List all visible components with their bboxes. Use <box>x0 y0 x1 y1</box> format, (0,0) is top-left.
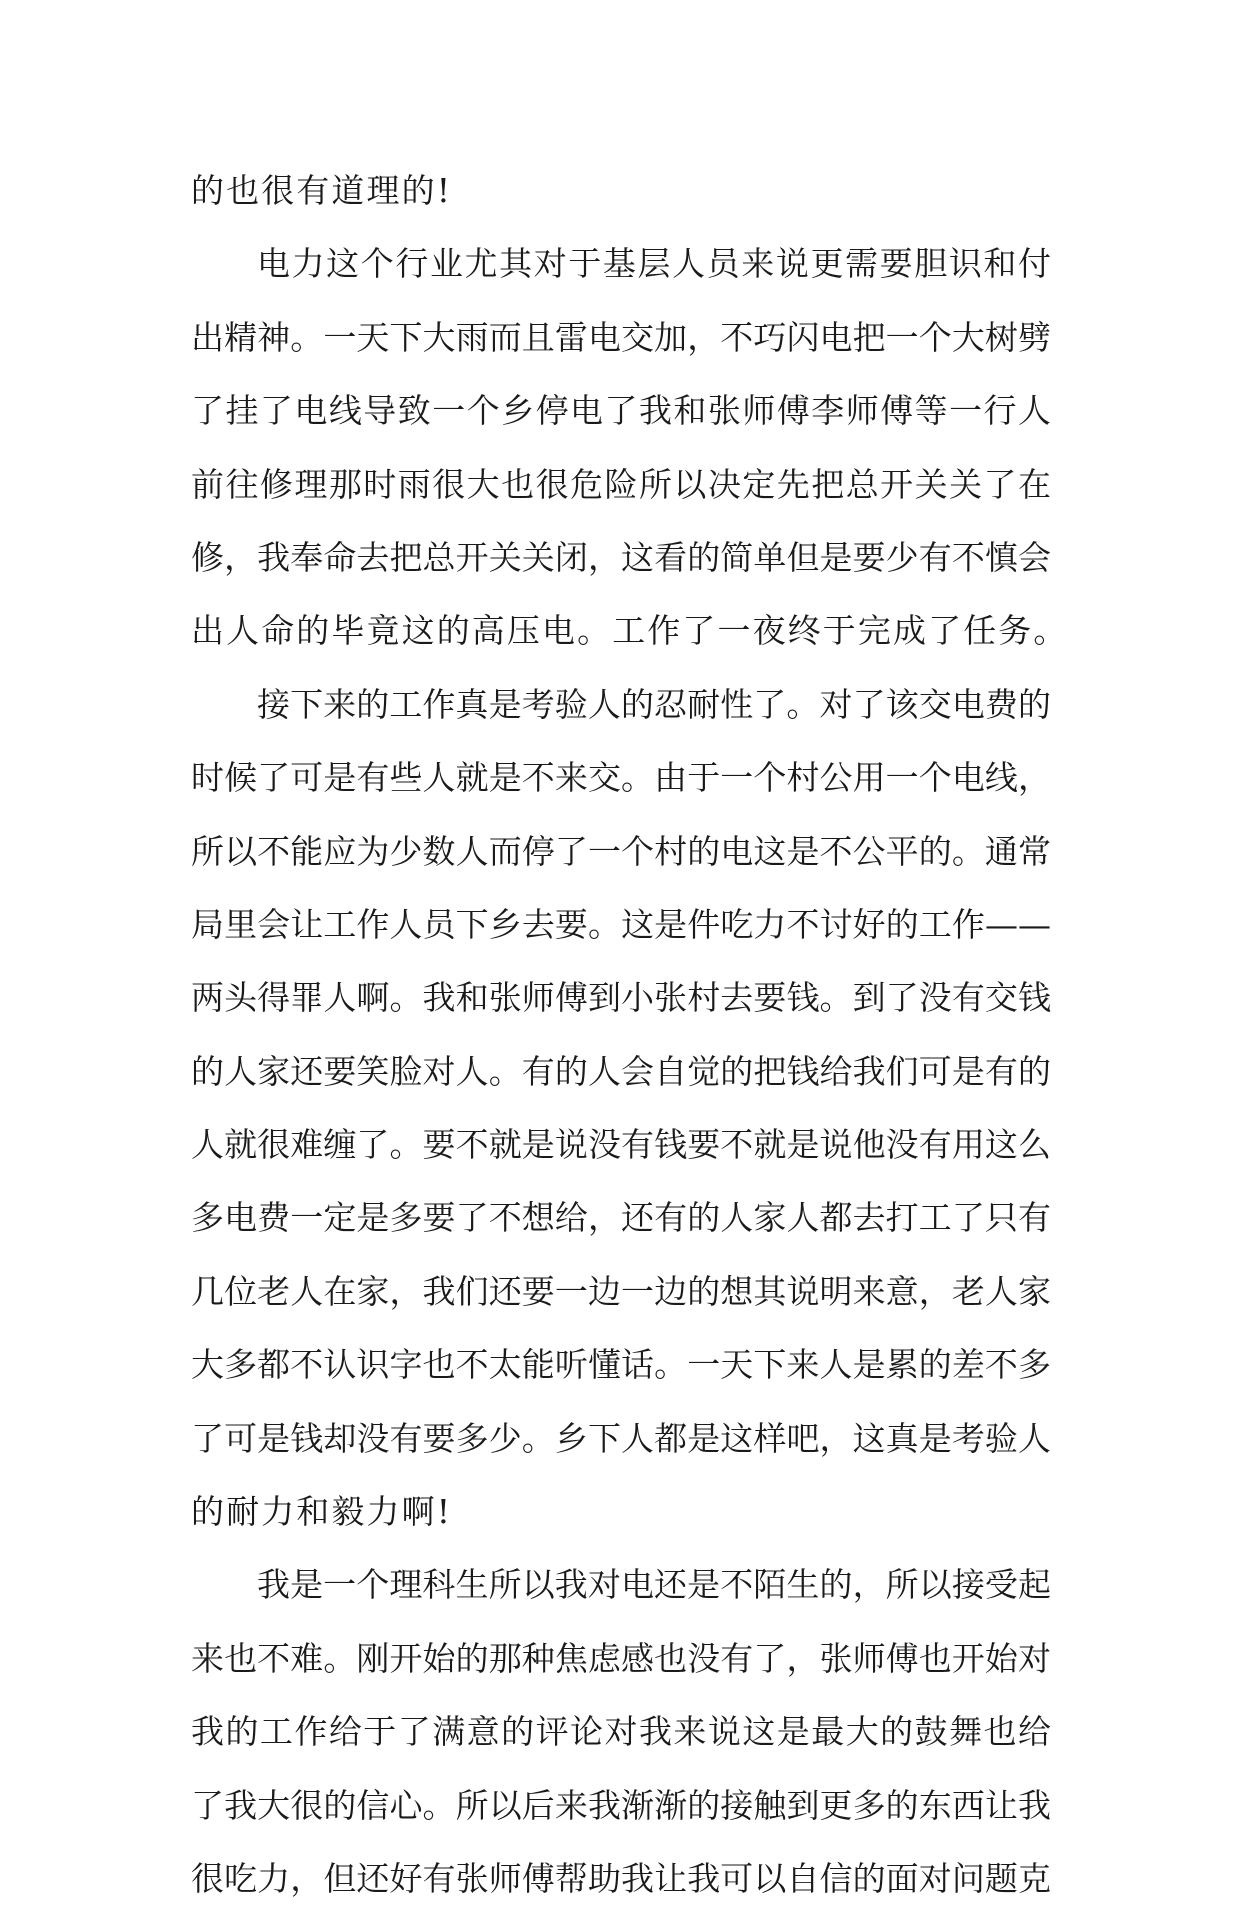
text-line: 修，我奉命去把总开关关闭，这看的简单但是要少有不慎会 <box>191 537 1051 577</box>
text-line: 出精神。一天下大雨而且雷电交加，不巧闪电把一个大树劈 <box>191 317 1051 357</box>
text-line: 几位老人在家，我们还要一边一边的想其说明来意，老人家 <box>191 1271 1051 1311</box>
text-line: 出人命的毕竟这的高压电。工作了一夜终于完成了任务。 <box>191 611 1069 651</box>
text-line: 局里会让工作人员下乡去要。这是件吃力不讨好的工作—— <box>191 904 1051 944</box>
body-text <box>191 154 1069 1915</box>
text-line: 所以不能应为少数人而停了一个村的电这是不公平的。通常 <box>191 831 1051 871</box>
text-line: 来也不难。刚开始的那种焦虑感也没有了，张师傅也开始对 <box>191 1638 1051 1678</box>
text-line: 了挂了电线导致一个乡停电了我和张师傅李师傅等一行人 <box>191 391 1051 431</box>
text-line: 人就很难缠了。要不就是说没有钱要不就是说他没有用这么 <box>191 1125 1051 1165</box>
text-line: 接下来的工作真是考验人的忍耐性了。对了该交电费的 <box>257 684 1051 724</box>
text-line: 我是一个理科生所以我对电还是不陌生的，所以接受起 <box>257 1565 1051 1605</box>
text-line: 很吃力，但还好有张师傅帮助我让我可以自信的面对问题克 <box>191 1858 1051 1898</box>
text-line: 的人家还要笑脸对人。有的人会自觉的把钱给我们可是有的 <box>191 1051 1051 1091</box>
text-line: 电力这个行业尤其对于基层人员来说更需要胆识和付 <box>257 244 1051 284</box>
text-line: 大多都不认识字也不太能听懂话。一天下来人是累的差不多 <box>191 1345 1051 1385</box>
text-line: 多电费一定是多要了不想给，还有的人家人都去打工了只有 <box>191 1198 1051 1238</box>
text-line: 我的工作给于了满意的评论对我来说这是最大的鼓舞也给 <box>191 1712 1051 1752</box>
text-line: 的也很有道理的! <box>191 171 453 210</box>
text-line: 了我大很的信心。所以后来我渐渐的接触到更多的东西让我 <box>191 1785 1051 1825</box>
text-line: 两头得罪人啊。我和张师傅到小张村去要钱。到了没有交钱 <box>191 978 1051 1018</box>
text-line: 的耐力和毅力啊! <box>191 1492 453 1532</box>
text-line: 前往修理那时雨很大也很危险所以决定先把总开关关了在 <box>191 464 1051 504</box>
text-line: 时候了可是有些人就是不来交。由于一个村公用一个电线， <box>191 758 1051 798</box>
text-line: 了可是钱却没有要多少。乡下人都是这样吧，这真是考验人 <box>191 1418 1051 1458</box>
